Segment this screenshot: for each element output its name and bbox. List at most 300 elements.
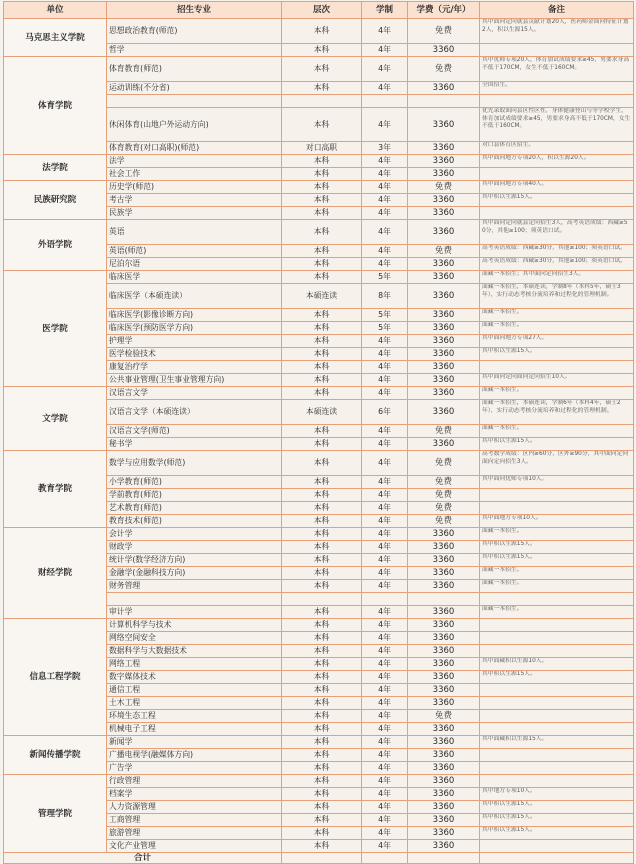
duration-cell: 4年 xyxy=(362,335,408,348)
level-cell: 本科 xyxy=(282,181,362,194)
note-cell: 其中面地方专项10人。 xyxy=(480,515,634,528)
level-cell: 本科 xyxy=(282,155,362,168)
fee-cell: 免费 xyxy=(408,502,480,515)
duration-cell: 5年 xyxy=(362,322,408,335)
note-cell: 面藏一本招生。 xyxy=(480,567,634,580)
note-cell: 对口县体育区招生。 xyxy=(480,142,634,155)
duration-cell: 4年 xyxy=(362,749,408,762)
major-cell: 人力资源管理 xyxy=(107,801,282,814)
major-cell: 计算机科学与技术 xyxy=(107,619,282,632)
major-cell: 环境生态工程 xyxy=(107,710,282,723)
level-cell: 本科 xyxy=(282,554,362,567)
level-cell: 本科 xyxy=(282,19,362,44)
fee-cell: 免费 xyxy=(408,476,480,489)
header-duration: 学制 xyxy=(362,2,408,19)
major-cell: 通信工程 xyxy=(107,684,282,697)
note-cell: 其中积以生源15人。 xyxy=(480,671,634,684)
table-row xyxy=(4,181,634,194)
level-cell xyxy=(282,95,362,108)
duration-cell: 4年 xyxy=(362,374,408,387)
note-cell: 面藏一本招生，本硕连读，学制6年（本科4年，硕士2年），实行动态考核分流培养和过程化的管理机制。 xyxy=(480,400,634,425)
duration-cell: 4年 xyxy=(362,788,408,801)
fee-cell: 3360 xyxy=(408,438,480,451)
major-cell xyxy=(107,593,282,606)
level-cell: 本科 xyxy=(282,335,362,348)
major-cell: 金融学(金融科技方向) xyxy=(107,567,282,580)
duration-cell: 4年 xyxy=(362,387,408,400)
note-cell xyxy=(480,168,634,181)
note-cell: 其中积以生源15人。 xyxy=(480,814,634,827)
major-cell: 文化产业管理 xyxy=(107,840,282,853)
note-cell xyxy=(480,632,634,645)
level-cell: 本科 xyxy=(282,814,362,827)
fee-cell: 3360 xyxy=(408,814,480,827)
duration-cell: 4年 xyxy=(362,541,408,554)
duration-cell xyxy=(362,95,408,108)
duration-cell: 4年 xyxy=(362,762,408,775)
major-cell: 小学教育(师范) xyxy=(107,476,282,489)
table-row xyxy=(4,619,634,632)
duration-cell: 4年 xyxy=(362,658,408,671)
fee-cell: 3360 xyxy=(408,528,480,541)
major-cell: 临床医学 xyxy=(107,271,282,284)
fee-cell: 3360 xyxy=(408,697,480,710)
note-cell xyxy=(480,95,634,108)
level-cell: 本科 xyxy=(282,502,362,515)
level-cell: 本科 xyxy=(282,606,362,619)
fee-cell: 免费 xyxy=(408,245,480,258)
total-row xyxy=(4,853,634,864)
major-cell: 工商管理 xyxy=(107,814,282,827)
major-cell: 秘书学 xyxy=(107,438,282,451)
table-body xyxy=(4,19,634,853)
major-cell: 土木工程 xyxy=(107,697,282,710)
major-cell: 尼泊尔语 xyxy=(107,258,282,271)
duration-cell xyxy=(362,593,408,606)
table-row xyxy=(4,19,634,44)
major-cell: 网络空间安全 xyxy=(107,632,282,645)
note-cell: 高考英语成绩：西藏≥30分，其他≥100；须英语口试。 xyxy=(480,245,634,258)
duration-cell: 4年 xyxy=(362,554,408,567)
note-cell: 面藏一本招生。 xyxy=(480,528,634,541)
duration-cell: 4年 xyxy=(362,451,408,476)
fee-cell: 3360 xyxy=(408,632,480,645)
level-cell: 本科 xyxy=(282,788,362,801)
duration-cell: 4年 xyxy=(362,258,408,271)
unit-cell: 教育学院 xyxy=(4,451,107,528)
major-cell: 档案学 xyxy=(107,788,282,801)
level-cell: 本科 xyxy=(282,762,362,775)
fee-cell: 3360 xyxy=(408,82,480,95)
fee-cell: 免费 xyxy=(408,451,480,476)
level-cell: 本科 xyxy=(282,451,362,476)
level-cell: 本科 xyxy=(282,57,362,82)
note-cell xyxy=(480,44,634,57)
fee-cell: 3360 xyxy=(408,619,480,632)
level-cell: 本科 xyxy=(282,374,362,387)
duration-cell: 4年 xyxy=(362,82,408,95)
fee-cell: 3360 xyxy=(408,567,480,580)
note-cell xyxy=(480,502,634,515)
duration-cell: 4年 xyxy=(362,814,408,827)
fee-cell: 3360 xyxy=(408,322,480,335)
fee-cell: 3360 xyxy=(408,207,480,220)
duration-cell: 4年 xyxy=(362,645,408,658)
major-cell: 广告学 xyxy=(107,762,282,775)
duration-cell: 4年 xyxy=(362,580,408,593)
major-cell: 休闲体育(山地户外运动方向) xyxy=(107,108,282,142)
major-cell: 历史学(师范) xyxy=(107,181,282,194)
duration-cell: 5年 xyxy=(362,309,408,322)
major-cell: 网络工程 xyxy=(107,658,282,671)
note-cell: 面藏一本招生；其中面向定向招生3人。 xyxy=(480,271,634,284)
note-cell xyxy=(480,593,634,606)
duration-cell: 4年 xyxy=(362,671,408,684)
duration-cell: 4年 xyxy=(362,207,408,220)
note-cell xyxy=(480,723,634,736)
major-cell: 民族学 xyxy=(107,207,282,220)
level-cell: 本科 xyxy=(282,322,362,335)
fee-cell xyxy=(408,95,480,108)
header-fee: 学费（元/年） xyxy=(408,2,480,19)
note-cell: 其中面向优师专项10人。 xyxy=(480,476,634,489)
major-cell: 英语 xyxy=(107,220,282,245)
duration-cell: 4年 xyxy=(362,155,408,168)
major-cell: 汉语言文学 xyxy=(107,387,282,400)
level-cell: 本科 xyxy=(282,489,362,502)
duration-cell: 4年 xyxy=(362,736,408,749)
major-cell: 会计学 xyxy=(107,528,282,541)
table-row xyxy=(4,387,634,400)
major-cell: 护理学 xyxy=(107,335,282,348)
level-cell: 本科 xyxy=(282,528,362,541)
note-cell: 其中地方专项10人。 xyxy=(480,788,634,801)
fee-cell: 3360 xyxy=(408,168,480,181)
fee-cell: 3360 xyxy=(408,271,480,284)
major-cell: 财务管理 xyxy=(107,580,282,593)
major-cell: 统计学(数学经济方向) xyxy=(107,554,282,567)
level-cell: 本科 xyxy=(282,82,362,95)
level-cell: 本科 xyxy=(282,207,362,220)
note-cell: 全国招生。 xyxy=(480,82,634,95)
header-note: 备注 xyxy=(480,2,634,19)
major-cell: 教育技术(师范) xyxy=(107,515,282,528)
unit-cell: 马克思主义学院 xyxy=(4,19,107,57)
level-cell: 本科 xyxy=(282,684,362,697)
duration-cell: 4年 xyxy=(362,168,408,181)
table-row xyxy=(4,451,634,476)
major-cell: 法学 xyxy=(107,155,282,168)
unit-cell: 医学院 xyxy=(4,271,107,387)
level-cell: 本科 xyxy=(282,258,362,271)
fee-cell: 3360 xyxy=(408,374,480,387)
level-cell: 本科 xyxy=(282,723,362,736)
enrollment-plan-sheet xyxy=(3,1,633,863)
level-cell: 本科 xyxy=(282,541,362,554)
duration-cell: 4年 xyxy=(362,619,408,632)
major-cell: 临床医学（本硕连读） xyxy=(107,284,282,309)
duration-cell: 4年 xyxy=(362,425,408,438)
level-cell: 对口高职 xyxy=(282,142,362,155)
major-cell: 审计学 xyxy=(107,606,282,619)
fee-cell: 3360 xyxy=(408,749,480,762)
note-cell: 其中面向地方专项27人。 xyxy=(480,335,634,348)
major-cell: 机械电子工程 xyxy=(107,723,282,736)
level-cell: 本科 xyxy=(282,775,362,788)
duration-cell: 4年 xyxy=(362,775,408,788)
fee-cell: 3360 xyxy=(408,840,480,853)
note-cell: 其中积以生源15人。 xyxy=(480,827,634,840)
level-cell: 本科 xyxy=(282,425,362,438)
fee-cell: 3360 xyxy=(408,684,480,697)
fee-cell: 3360 xyxy=(408,361,480,374)
level-cell: 本科 xyxy=(282,515,362,528)
level-cell: 本科 xyxy=(282,220,362,245)
note-cell xyxy=(480,361,634,374)
level-cell: 本科 xyxy=(282,632,362,645)
fee-cell: 免费 xyxy=(408,181,480,194)
note-cell xyxy=(480,619,634,632)
note-cell: 其中面藏积以生源15人。 xyxy=(480,736,634,749)
duration-cell: 4年 xyxy=(362,489,408,502)
header-major: 招生专业 xyxy=(107,2,282,19)
fee-cell: 3360 xyxy=(408,671,480,684)
fee-cell: 3360 xyxy=(408,541,480,554)
level-cell: 本科 xyxy=(282,658,362,671)
level-cell: 本科 xyxy=(282,271,362,284)
note-cell: 面藏一本招生，本硕连读，学制8年（本科5年，硕士3年），实行动态考核分流培养和过程化的管理机制。 xyxy=(480,284,634,309)
major-cell: 旅游管理 xyxy=(107,827,282,840)
level-cell: 本科 xyxy=(282,736,362,749)
note-cell: 其中积以生源15人。 xyxy=(480,348,634,361)
fee-cell: 3360 xyxy=(408,788,480,801)
duration-cell: 4年 xyxy=(362,361,408,374)
fee-cell: 3360 xyxy=(408,387,480,400)
duration-cell: 4年 xyxy=(362,194,408,207)
note-cell: 高考英语成绩：西藏≥30分，其他≥100；须英语口试。 xyxy=(480,258,634,271)
note-cell: 高考数学成绩：区内≥60分，区外≥90分，其中面向定向面向定向招生3人。 xyxy=(480,451,634,476)
duration-cell: 4年 xyxy=(362,348,408,361)
unit-cell: 体育学院 xyxy=(4,57,107,155)
level-cell: 本科 xyxy=(282,671,362,684)
level-cell: 本科 xyxy=(282,710,362,723)
major-cell: 医学检验技术 xyxy=(107,348,282,361)
duration-cell: 4年 xyxy=(362,723,408,736)
level-cell: 本硕连读 xyxy=(282,284,362,309)
unit-cell: 外语学院 xyxy=(4,220,107,271)
unit-cell: 管理学院 xyxy=(4,775,107,853)
fee-cell: 3360 xyxy=(408,44,480,57)
duration-cell: 4年 xyxy=(362,502,408,515)
major-cell: 数据科学与大数据技术 xyxy=(107,645,282,658)
level-cell: 本科 xyxy=(282,697,362,710)
total-cell xyxy=(408,853,480,864)
fee-cell: 3360 xyxy=(408,220,480,245)
enrollment-table xyxy=(3,1,634,864)
level-cell: 本科 xyxy=(282,645,362,658)
note-cell xyxy=(480,775,634,788)
fee-cell: 3360 xyxy=(408,723,480,736)
fee-cell: 3360 xyxy=(408,762,480,775)
duration-cell: 4年 xyxy=(362,515,408,528)
duration-cell: 5年 xyxy=(362,271,408,284)
major-cell: 体育教育(对口高职)(师范) xyxy=(107,142,282,155)
duration-cell: 4年 xyxy=(362,606,408,619)
major-cell: 数字媒体技术 xyxy=(107,671,282,684)
level-cell: 本科 xyxy=(282,309,362,322)
fee-cell: 免费 xyxy=(408,710,480,723)
table-row xyxy=(4,220,634,245)
table-header-row xyxy=(4,2,634,19)
note-cell: 其中面向地方专项40人。 xyxy=(480,181,634,194)
note-cell: 其中优师专项20人，体育加试成绩要求≥45，男要求身高不低于170CM，女生不低于160CM。 xyxy=(480,57,634,82)
duration-cell: 4年 xyxy=(362,684,408,697)
fee-cell: 免费 xyxy=(408,57,480,82)
table-row xyxy=(4,528,634,541)
duration-cell: 4年 xyxy=(362,220,408,245)
unit-cell: 信息工程学院 xyxy=(4,619,107,736)
note-cell xyxy=(480,710,634,723)
level-cell: 本科 xyxy=(282,827,362,840)
major-cell: 汉语言文学(师范) xyxy=(107,425,282,438)
major-cell: 行政管理 xyxy=(107,775,282,788)
fee-cell: 免费 xyxy=(408,425,480,438)
fee-cell: 3360 xyxy=(408,142,480,155)
major-cell: 临床医学(预防医学方向) xyxy=(107,322,282,335)
duration-cell: 4年 xyxy=(362,710,408,723)
major-cell: 英语(师范) xyxy=(107,245,282,258)
fee-cell: 3360 xyxy=(408,554,480,567)
duration-cell: 3年 xyxy=(362,142,408,155)
note-cell xyxy=(480,207,634,220)
duration-cell: 8年 xyxy=(362,284,408,309)
major-cell: 新闻学 xyxy=(107,736,282,749)
note-cell: 其中积以生源15人。 xyxy=(480,554,634,567)
duration-cell: 4年 xyxy=(362,19,408,44)
fee-cell: 3360 xyxy=(408,108,480,142)
header-unit: 单位 xyxy=(4,2,107,19)
note-cell: 其中面向地方专项20人，积以生源20人。 xyxy=(480,155,634,168)
level-cell: 本科 xyxy=(282,619,362,632)
table-row xyxy=(4,775,634,788)
duration-cell: 4年 xyxy=(362,632,408,645)
duration-cell: 4年 xyxy=(362,438,408,451)
level-cell: 本科 xyxy=(282,438,362,451)
fee-cell: 免费 xyxy=(408,489,480,502)
table-row xyxy=(4,155,634,168)
fee-cell: 3360 xyxy=(408,309,480,322)
note-cell: 优先录取面向县区性区性，身体健康登山与等学校学生，体育加试成绩要求≥45，男要求身高不低于170CM，女生不低于160CM。 xyxy=(480,108,634,142)
duration-cell: 4年 xyxy=(362,567,408,580)
fee-cell: 3360 xyxy=(408,827,480,840)
major-cell xyxy=(107,95,282,108)
duration-cell: 4年 xyxy=(362,476,408,489)
note-cell: 面藏一本招生。 xyxy=(480,580,634,593)
note-cell xyxy=(480,840,634,853)
unit-cell: 文学院 xyxy=(4,387,107,451)
duration-cell: 4年 xyxy=(362,827,408,840)
level-cell: 本科 xyxy=(282,749,362,762)
major-cell: 社会工作 xyxy=(107,168,282,181)
note-cell xyxy=(480,762,634,775)
duration-cell: 4年 xyxy=(362,108,408,142)
level-cell: 本科 xyxy=(282,387,362,400)
header-level: 层次 xyxy=(282,2,362,19)
fee-cell: 免费 xyxy=(408,515,480,528)
fee-cell: 3360 xyxy=(408,658,480,671)
level-cell: 本科 xyxy=(282,168,362,181)
note-cell xyxy=(480,489,634,502)
fee-cell: 3360 xyxy=(408,775,480,788)
duration-cell: 4年 xyxy=(362,44,408,57)
duration-cell: 4年 xyxy=(362,840,408,853)
major-cell: 考古学 xyxy=(107,194,282,207)
unit-cell: 法学院 xyxy=(4,155,107,181)
note-cell xyxy=(480,645,634,658)
major-cell: 公共事业管理(卫生事业管理方向) xyxy=(107,374,282,387)
fee-cell: 3360 xyxy=(408,155,480,168)
level-cell: 本科 xyxy=(282,801,362,814)
level-cell: 本科 xyxy=(282,245,362,258)
fee-cell: 3360 xyxy=(408,335,480,348)
major-cell: 运动训练(不分省) xyxy=(107,82,282,95)
note-cell: 面藏一本招生。 xyxy=(480,309,634,322)
note-cell: 面藏一本招生。 xyxy=(480,425,634,438)
note-cell: 其中面向定向就县定向招生3人，高考英语成绩：西藏≥50分，其他≥100；须英语口试。 xyxy=(480,220,634,245)
table-row xyxy=(4,271,634,284)
note-cell: 其中积以生源15人。 xyxy=(480,541,634,554)
fee-cell: 3360 xyxy=(408,645,480,658)
major-cell: 广播电视学(融媒体方向) xyxy=(107,749,282,762)
major-cell: 财政学 xyxy=(107,541,282,554)
level-cell: 本科 xyxy=(282,194,362,207)
level-cell xyxy=(282,593,362,606)
total-cell xyxy=(362,853,408,864)
fee-cell xyxy=(408,593,480,606)
level-cell: 本科 xyxy=(282,108,362,142)
note-cell: 其中积以生源15人。 xyxy=(480,801,634,814)
major-cell: 康复治疗学 xyxy=(107,361,282,374)
major-cell: 数学与应用数学(师范) xyxy=(107,451,282,476)
level-cell: 本科 xyxy=(282,361,362,374)
level-cell: 本科 xyxy=(282,476,362,489)
note-cell xyxy=(480,684,634,697)
duration-cell: 4年 xyxy=(362,57,408,82)
total-cell xyxy=(480,853,634,864)
note-cell: 面藏一本招生。 xyxy=(480,606,634,619)
note-cell: 其中积以生源15人。 xyxy=(480,438,634,451)
note-cell: 面藏一本招生。 xyxy=(480,387,634,400)
level-cell: 本科 xyxy=(282,580,362,593)
note-cell xyxy=(480,697,634,710)
table-row xyxy=(4,736,634,749)
level-cell: 本科 xyxy=(282,348,362,361)
duration-cell: 4年 xyxy=(362,801,408,814)
note-cell: 其中面藏积以生源10人。 xyxy=(480,658,634,671)
fee-cell: 免费 xyxy=(408,19,480,44)
unit-cell: 财经学院 xyxy=(4,528,107,619)
fee-cell: 3360 xyxy=(408,284,480,309)
unit-cell: 新闻传播学院 xyxy=(4,736,107,775)
level-cell: 本硕连读 xyxy=(282,400,362,425)
duration-cell: 4年 xyxy=(362,245,408,258)
total-label: 合计 xyxy=(4,853,282,864)
duration-cell: 6年 xyxy=(362,400,408,425)
fee-cell: 3360 xyxy=(408,400,480,425)
total-cell xyxy=(282,853,362,864)
fee-cell: 3360 xyxy=(408,348,480,361)
fee-cell: 3360 xyxy=(408,258,480,271)
